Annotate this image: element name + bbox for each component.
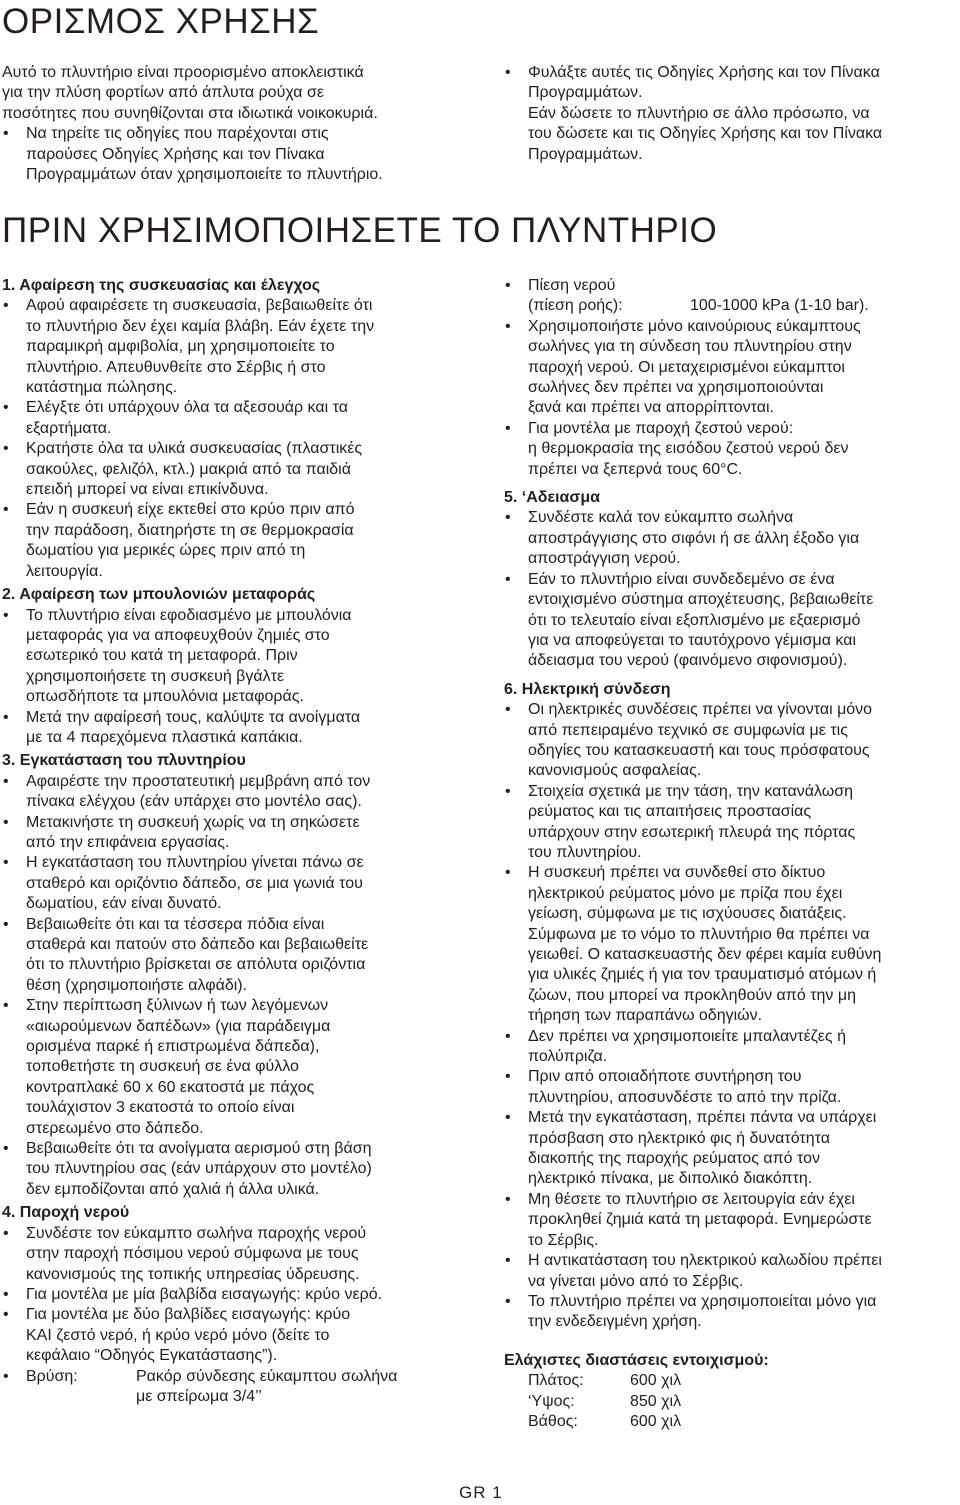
section-heading: 6. Ηλεκτρική σύνδεση	[504, 680, 671, 698]
right-column	[504, 276, 960, 1432]
pressure-value: 100-1000 kPa (1-10 bar).	[690, 297, 869, 315]
list-item: • Για μοντέλα με μία βαλβίδα εισαγωγής: κρύο νερό.	[2, 1285, 464, 1305]
list-item: • Βεβαιωθείτε ότι τα ανοίγματα αερισμού στη βάση του πλυντηρίου σας (εάν υπάρχουν στο μοντέλο) δεν εμποδίζονται από χαλιά ή άλλα υλικά.	[2, 1139, 464, 1200]
list-item: • Χρησιμοποιήστε μόνο καινούριους εύκαμπτους σωλήνες για τη σύνδεση του πλυντηρίου στην παροχή νερού. Οι μεταχειρισμένοι εύκαμπτοι σωλήνες δεν πρέπει να χρησιμοποιούνται ξανά και πρέπει να απορρίπτονται.	[504, 317, 960, 419]
list-item: • Βεβαιωθείτε ότι και τα τέσσερα πόδια είναι σταθερά και πατούν στο δάπεδο και βεβαιωθείτε ότι το πλυντήριο βρίσκεται σε απόλυτα οριζόντια θέση (χρησιμοποιήστε αλφάδι).	[2, 915, 464, 997]
dimension-row: ‘Υψος: 850 χιλ	[528, 1392, 682, 1410]
list-item: • Για μοντέλα με παροχή ζεστού νερού: η θερμοκρασία της εισόδου ζεστού νερού δεν πρέπει να ξεπερνά τους 60°C.	[504, 419, 960, 480]
list-item: • Αφού αφαιρέσετε τη συσκευασία, βεβαιωθείτε ότι το πλυντήριο δεν έχει καμία βλάβη. Εάν έχετε την παραμικρή αμφιβολία, μη χρησιμοποιείτε το πλυντήριο. Απευθυνθείτε στο Σέρβις ή στο κατάστημα πώλησης.	[2, 296, 464, 398]
page-title: ΟΡΙΣΜΟΣ ΧΡΗΣΗΣ	[2, 2, 320, 41]
faucet-text: Ρακόρ σύνδεσης εύκαμπτου σωλήνα με σπείρωμα 3/4’’	[136, 1367, 398, 1405]
list-item: • Εάν το πλυντήριο είναι συνδεδεμένο σε ένα εντοιχισμένο σύστημα αποχέτευσης, βεβαιωθείτε ότι το τελευταίο είναι εξοπλισμένο με εξαερισμό για να αποφεύγεται το ταυτόχρονο γέμισμα και άδειασμα του νερού (φαινόμενο σιφονισμού).	[504, 570, 960, 672]
list-item: • Η εγκατάσταση του πλυντηρίου γίνεται πάνω σε σταθερό και οριζόντιο δάπεδο, σε μια γωνιά του δωματίου, εάν είναι δυνατό.	[2, 853, 464, 914]
list-item: • Η αντικατάσταση του ηλεκτρικού καλωδίου πρέπει να γίνεται μόνο από το Σέρβις.	[504, 1251, 960, 1292]
section-heading: 2. Αφαίρεση των μπουλονιών μεταφοράς	[2, 586, 316, 604]
list-item	[2, 1367, 464, 1408]
intro-right	[504, 63, 960, 165]
section-heading: 5. ‘Αδειασμα	[504, 489, 600, 507]
left-column	[2, 276, 464, 1407]
list-item: • Φυλάξτε αυτές τις Οδηγίες Χρήσης και τον Πίνακα Προγραμμάτων. Εάν δώσετε το πλυντήριο σε άλλο πρόσωπο, να του δώσετε και τις Οδηγίες Χρήσης και τον Πίνακα Προγραμμάτων.	[504, 63, 960, 165]
list-item: • Το πλυντήριο είναι εφοδιασμένο με μπουλόνια μεταφοράς για να αποφευχθούν ζημιές στο εσωτερικό του κατά τη μεταφορά. Πριν χρησιμοποιήσετε τη συσκευή βγάλτε οπωσδήποτε τα μπουλόνια μεταφοράς.	[2, 606, 464, 708]
intro-left	[2, 63, 462, 185]
list-item: • Στην περίπτωση ξύλινων ή των λεγόμενων «αιωρούμενων δαπέδων» (για παράδειγμα ορισμένα παρκέ ή επιστρωμένα δάπεδα), τοποθετήστε τη συσκευή σε ένα φύλλο κοντραπλακέ 60 x 60 εκατοστά με πάχος τουλάχιστον 3 εκατοστά το οποίο είναι στερεωμένο στο δάπεδο.	[2, 996, 464, 1139]
section-title: ΠΡΙΝ ΧΡΗΣΙΜΟΠΟΙΗΣΕΤΕ ΤΟ ΠΛΥΝΤΗΡΙΟ	[2, 211, 718, 250]
list-item: • Οι ηλεκτρικές συνδέσεις πρέπει να γίνονται μόνο από πεπειραμένο τεχνικό σε συμφωνία με τις οδηγίες του κατασκευαστή και τους πρόσφατους κανονισμούς ασφαλείας.	[504, 700, 960, 782]
faucet-label: • Βρύση:	[26, 1367, 78, 1385]
list-item: • Αφαιρέστε την προστατευτική μεμβράνη από τον πίνακα ελέγχου (εάν υπάρχει στο μοντέλο σας).	[2, 772, 464, 813]
list-item: • Για μοντέλα με δύο βαλβίδες εισαγωγής: κρύο ΚΑΙ ζεστό νερό, ή κρύο νερό μόνο (δείτε το κεφάλαιο “Οδηγός Εγκατάστασης”).	[2, 1305, 464, 1366]
list-item: • Κρατήστε όλα τα υλικά συσκευασίας (πλαστικές σακούλες, φελιζόλ, κτλ.) μακριά από τα παιδιά επειδή μπορεί να είναι επικίνδυνα.	[2, 439, 464, 500]
section-heading: 1. Αφαίρεση της συσκευασίας και έλεγχος	[2, 277, 321, 294]
list-item: • Να τηρείτε τις οδηγίες που παρέχονται στις παρούσες Οδηγίες Χρήσης και τον Πίνακα Προγραμμάτων όταν χρησιμοποιείτε το πλυντήριο.	[2, 124, 462, 185]
list-item: • Μετά την εγκατάσταση, πρέπει πάντα να υπάρχει πρόσβαση στο ηλεκτρικό φις ή δυνατότητα διακοπής της παροχής ρεύματος από τον ηλεκτρικό πίνακα, με διπολικό διακόπτη.	[504, 1108, 960, 1190]
list-item: • Συνδέστε καλά τον εύκαμπτο σωλήνα αποστράγγισης στο σιφόνι ή σε άλλη έξοδο για αποστράγγιση νερού.	[504, 508, 960, 569]
list-item: • Δεν πρέπει να χρησιμοποιείτε μπαλαντέζες ή πολύπριζα.	[504, 1027, 960, 1068]
list-item: • Η συσκευή πρέπει να συνδεθεί στο δίκτυο ηλεκτρικού ρεύματος μόνο με πρίζα που έχει γείωση, σύμφωνα με τις ισχύουσες διατάξεις. Σύμφωνα με το νόμο το πλυντήριο θα πρέπει να γειωθεί. Ο κατασκευαστής δεν φέρει καμία ευθύνη για υλικές ζημιές ή για τον τραυματισμό ατόμων ή ζώων, που μπορεί να προκληθούν από την μη τήρηση των παραπάνω οδηγιών.	[504, 863, 960, 1026]
dimension-row: Βάθος: 600 χιλ	[528, 1412, 682, 1430]
dimension-row: Πλάτος: 600 χιλ	[528, 1372, 682, 1390]
page-number: GR 1	[459, 1483, 503, 1502]
list-item: • Το πλυντήριο πρέπει να χρησιμοποιείται μόνο για την ενδεδειγμένη χρήση.	[504, 1292, 960, 1333]
list-item: • Στοιχεία σχετικά με την τάση, την κατανάλωση ρεύματος και τις απαιτήσεις προστασίας υπάρχουν στην εσωτερική πλευρά της πόρτας του πλυντηρίου.	[504, 782, 960, 864]
list-item: • Συνδέστε τον εύκαμπτο σωλήνα παροχής νερού στην παροχή πόσιμου νερού σύμφωνα με τους κανονισμούς της τοπικής υπηρεσίας ύδρευσης.	[2, 1224, 464, 1285]
list-item: • Εάν η συσκευή είχε εκτεθεί στο κρύο πριν από την παράδοση, διατηρήστε τη σε θερμοκρασία δωματίου για μερικές ώρες πριν από τη λειτουργία.	[2, 500, 464, 582]
section-heading: 3. Εγκατάσταση του πλυντηρίου	[2, 752, 246, 770]
list-item: • Πίεση νερού (πίεση ροής): 100-1000 kPa (1-10 bar).	[504, 276, 960, 317]
list-item: • Μετά την αφαίρεσή τους, καλύψτε τα ανοίγματα με τα 4 παρεχόμενα πλαστικά καπάκια.	[2, 708, 464, 749]
list-item: • Μη θέσετε το πλυντήριο σε λειτουργία εάν έχει προκληθεί ζημιά κατά τη μεταφορά. Ενημερώστε το Σέρβις.	[504, 1190, 960, 1251]
list-item: • Ελέγξτε ότι υπάρχουν όλα τα αξεσουάρ και τα εξαρτήματα.	[2, 398, 464, 439]
intro-paragraph: Αυτό το πλυντήριο είναι προορισμένο αποκλειστικά για την πλύση φορτίων από άπλυτα ρούχα σε ποσότητες που συνηθίζονται στα ιδιωτικά νοικοκυριά.	[2, 64, 378, 122]
dimensions-heading: Ελάχιστες διαστάσεις εντοιχισμού:	[504, 1351, 769, 1369]
dimensions-table	[504, 1371, 960, 1432]
list-item: • Μετακινήστε τη συσκευή χωρίς να τη σηκώσετε από την επιφάνεια εργασίας.	[2, 813, 464, 854]
list-item: • Πριν από οποιαδήποτε συντήρηση του πλυντηρίου, αποσυνδέστε το από την πρίζα.	[504, 1067, 960, 1108]
section-heading: 4. Παροχή νερού	[2, 1204, 130, 1222]
